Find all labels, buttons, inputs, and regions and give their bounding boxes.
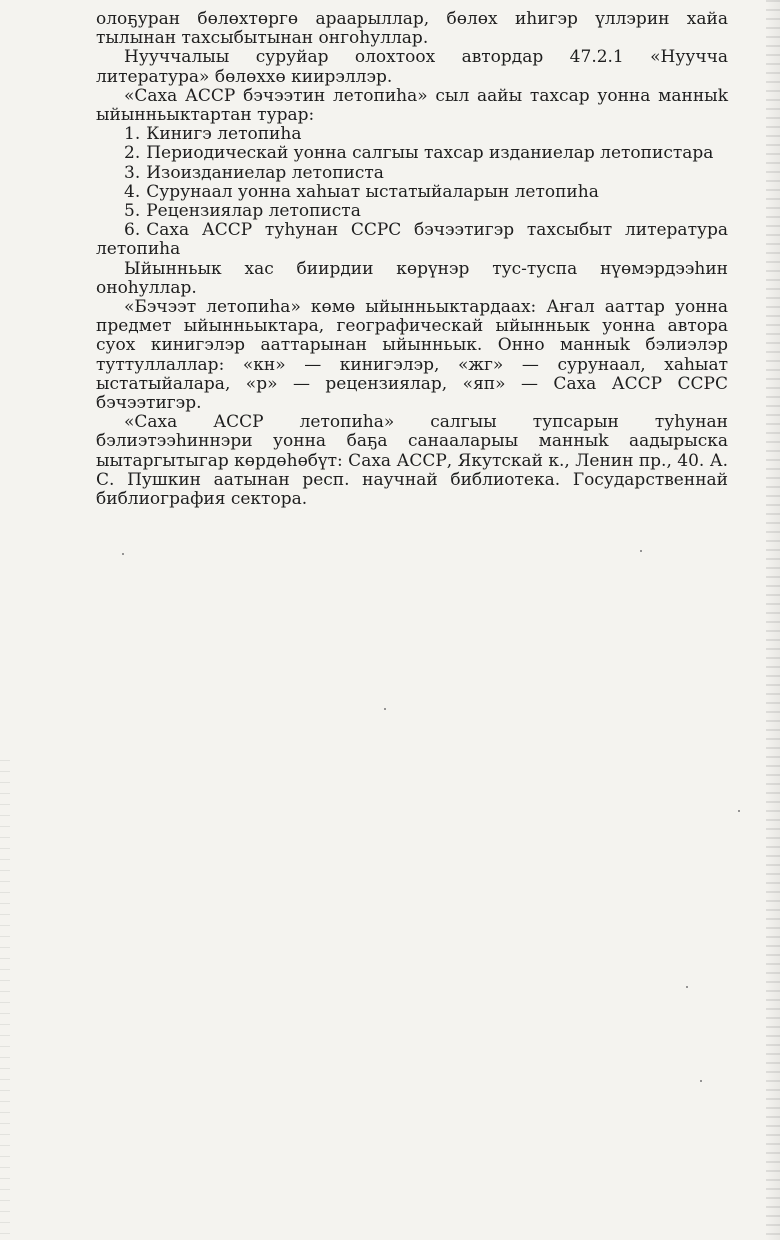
chronicle-list bbox=[96, 125, 728, 259]
paragraph-annual-chronicle: «Саха АССР бэчээтин летопиһа» сыл аайы тахсар уонна манныk ыйынньыктартан турар: bbox=[96, 85, 728, 126]
list-item: 3. Изоизданиелар летописта bbox=[124, 162, 384, 183]
list-item: 4. Сурунаал уонна хаһыат ыстатыйаларын летопиһа bbox=[124, 181, 599, 202]
paragraph-address: «Саха АССР летопиһа» салгыы тупсарын туһунан бэлиэтээһиннэри уонна баҕа санааларыы манныk аадырыска ыытаргытыгар көрдөһөбүт: Саха АССР, Якутскай к., Ленин пр., 40. А. С. Пушкин аатынан респ. научнай библиотека. Государственнай библиография сектора. bbox=[96, 412, 728, 510]
list-item: 1. Кинигэ летопиһа bbox=[124, 124, 302, 145]
paragraph-numbering: Ыйынньык хас биирдии көрүнэр тус-туспа нүөмэрдээһин оноһуллар. bbox=[96, 258, 728, 298]
paragraph-intro: олоҕуран бөлөхтөргө араарыллар, бөлөх иһигэр үллэрин хайа тылынан тахсыбытынан онгоһуллар. bbox=[96, 9, 728, 49]
paragraph-auxiliary-indexes: «Бэчээт летопиһа» көмө ыйынньыктардаах: Аҥал ааттар уонна предмет ыйынньыктара, географическай ыйынньык уонна автора суох кинигэлэр ааттарынан ыйынньык. Онно манныk бэлиэлэр туттуллаллар: «кн» — кинигэлэр, «жг» — сурунаал, хаһыат ыстатыйалара, «р» — рецензиялар, «яп» — Саха АССР ССРС бэчээтигэр. bbox=[96, 297, 728, 414]
list-item: 6. Саха АССР туһунан ССРС бэчээтигэр тахсыбыт литература летопиһа bbox=[96, 220, 728, 260]
paragraph-russian-authors: Нууччалыы суруйар олохтоох автордар 47.2.1 «Нууччa литература» бөлөххө киирэллэр. bbox=[96, 47, 728, 87]
list-item: 2. Периодическай уонна салгыы тахсар изданиелар летопистара bbox=[124, 143, 714, 164]
scan-speck bbox=[686, 986, 688, 988]
scan-edge-left bbox=[0, 760, 10, 1240]
scan-speck bbox=[738, 810, 740, 812]
scan-speck bbox=[122, 553, 124, 555]
document-body bbox=[96, 10, 728, 509]
scan-edge-right bbox=[766, 0, 780, 1240]
list-item: 5. Рецензиялар летописта bbox=[124, 201, 361, 222]
scan-speck bbox=[700, 1080, 702, 1082]
scan-speck bbox=[640, 550, 642, 552]
scan-speck bbox=[384, 708, 386, 710]
